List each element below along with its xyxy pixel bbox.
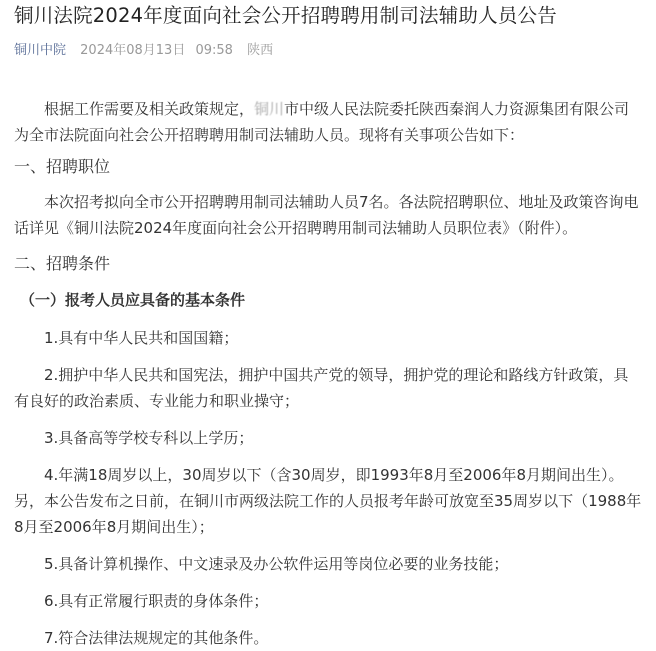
intro-text-b: 市中级人民法院委托陕西秦润人力资源集团有限公司为全市法院面向社会公开招聘聘用制司法辅助人员。现将有关事项公告如下： (14, 100, 630, 144)
positions-paragraph: 本次招考拟向全市公开招聘聘用制司法辅助人员7名。各法院招聘职位、地址及政策咨询电话详见《铜川法院2024年度面向社会公开招聘聘用制司法辅助人员职位表》（附件）。 (14, 193, 639, 237)
subsection-heading-basic-conditions: （一）报考人员应具备的基本条件 (20, 291, 246, 309)
condition-item: 6.具有正常履行职责的身体条件； (44, 592, 269, 610)
intro-paragraph (14, 96, 642, 148)
section-heading-positions: 一、招聘职位 (14, 157, 111, 176)
condition-item: 4.年满18周岁以上，30周岁以下（含30周岁，即1993年8月至2006年8月期间出生）。另，本公告发布之日前，在铜川市两级法院工作的人员报考年龄可放宽至35周岁以下（1988年8月至2006年8月期间出生）； (14, 466, 642, 536)
intro-blurred-text: 铜川 (254, 100, 285, 118)
publish-time: 09:58 (195, 43, 233, 58)
condition-item: 5.具备计算机操作、中文速录及办公软件运用等岗位必要的业务技能； (44, 555, 509, 573)
condition-item: 7.符合法律法规规定的其他条件。 (44, 629, 269, 647)
publish-date: 2024年08月13日 (80, 43, 186, 58)
article-content (14, 96, 642, 651)
condition-item: 1.具有中华人民共和国国籍； (44, 329, 239, 347)
article-meta (14, 42, 642, 60)
condition-item: 3.具备高等学校专科以上学历； (44, 429, 254, 447)
condition-item: 2.拥护中华人民共和国宪法，拥护中国共产党的领导，拥护党的理论和路线方针政策，具有良好的政治素质、专业能力和职业操守； (14, 366, 629, 410)
article-source-link[interactable]: 铜川中院 (14, 43, 67, 58)
intro-text-a: 根据工作需要及相关政策规定， (44, 100, 255, 118)
publish-region: 陕西 (247, 43, 274, 58)
section-heading-conditions: 二、招聘条件 (14, 254, 111, 273)
article-title: 铜川法院2024年度面向社会公开招聘聘用制司法辅助人员公告 (14, 4, 557, 27)
